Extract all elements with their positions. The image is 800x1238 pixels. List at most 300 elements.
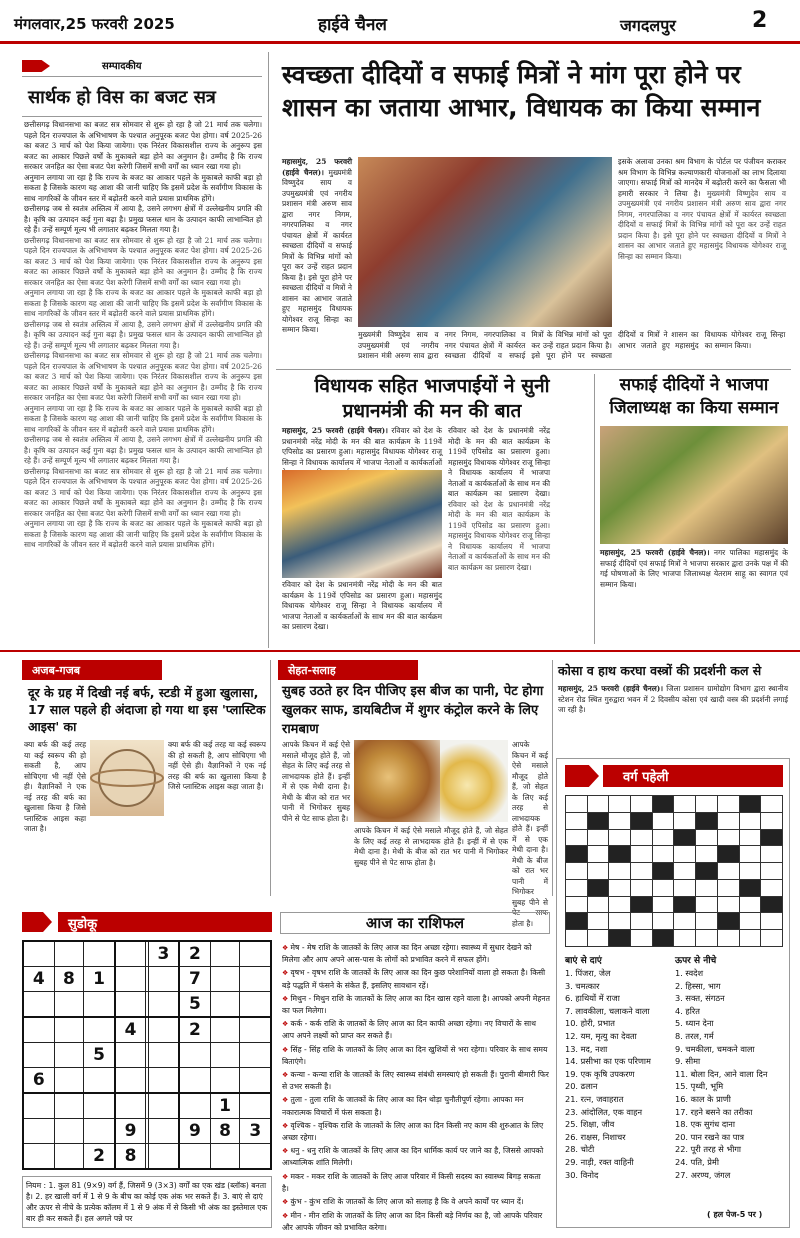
sudoku-cell	[115, 1093, 146, 1119]
sudoku-cell	[23, 941, 54, 967]
vargpaheli-cell	[609, 879, 631, 896]
story2-text: रविवार को देश के प्रधानमंत्री नरेंद्र मोदी के मन की बात कार्यक्रम के 119वें एपिसोड का प्रसारण हुआ। महासमुंद विधायक योगेश्वर राजू सिन्हा ने विधायक कार्यालय में भाजपा नेताओं व कार्यकर्ताओं	[282, 426, 442, 467]
sudoku-cell	[54, 1067, 84, 1093]
sudoku-cell	[23, 1143, 54, 1169]
vargpaheli-cell	[739, 812, 761, 829]
health-drink-image	[440, 740, 508, 822]
sudoku-cell	[210, 1043, 240, 1068]
vargpaheli-cell	[587, 913, 609, 930]
sudoku-cell	[54, 1093, 84, 1119]
health-col3	[512, 740, 548, 928]
lead-col3	[618, 157, 786, 367]
sudoku-cell	[54, 1119, 84, 1144]
vargpaheli-cell	[717, 829, 739, 846]
vargpaheli-clue: 9. सीमा	[675, 1056, 701, 1067]
story3-body	[600, 548, 788, 642]
rashifal-text: तुला - तुला राशि के जातकों के लिए आज का दिन थोड़ा चुनौतीपूर्ण रहेगा। आपका मन नकारात्मक विचारों में फंस सकता है।	[282, 1095, 524, 1117]
sudoku-cell	[179, 1043, 210, 1068]
ajab-col1	[24, 740, 86, 890]
editorial-paragraph: अनुमान लगाया जा रहा है कि राज्य के बजट का आकार पहले के मुकाबले काफी बड़ा हो सकता है जिसके कारण यह आशा की जानी चाहिए कि इसमें प्रदेश के सर्वांगीण विकास के साथ नागरिकों के जीवन स्तर में बढ़ोतरी करने वाले प्रयास प्राथमिक होंगे।	[24, 519, 262, 549]
sudoku-cell: 7	[179, 967, 210, 992]
sudoku-cell	[210, 941, 240, 967]
bullet-star-icon: ❖	[282, 1096, 291, 1105]
ajab-headline: दूर के ग्रह में दिखी नई बर्फ, स्टडी में हुआ खुलासा, 17 साल पहले ही अंदाजा हो गया था इस 'प्लास्टिक आइस' का	[28, 685, 266, 734]
vargpaheli-cell	[717, 812, 739, 829]
sudoku-cell: 3	[240, 1119, 271, 1144]
health-col1	[282, 740, 350, 890]
vargpaheli-cell	[761, 812, 783, 829]
expo-text: जिला प्रशासन ग्रामोद्योग विभाग द्वारा स्थानीय स्टेशन रोड स्थित गुरुद्वारा भवन में 2 दिवसीय कोसा एवं खादी वस्त्र की प्रदर्शनी लगाई जा रही है।	[558, 684, 788, 714]
lead-headline: स्वच्छता दीदियों व सफाई मित्रों ने मांग पूरा होने पर शासन का जताया आभार, विधायक का किया सम्मान	[282, 60, 761, 122]
vargpaheli-cell	[609, 829, 631, 846]
vargpaheli-cell	[739, 829, 761, 846]
bullet-star-icon: ❖	[282, 1121, 291, 1130]
story3-dateline: महासमुंद, 25 फरवरी (हाईवे चैनल)।	[600, 548, 710, 557]
sudoku-cell: 3	[148, 941, 179, 967]
vargpaheli-clue: 9. चमकीला, चमकने वाला	[675, 1043, 755, 1054]
story2-dateline: महासमुंद, 25 फरवरी (हाईवे चैनल)।	[282, 426, 388, 435]
vargpaheli-cell	[652, 896, 674, 913]
vargpaheli-cell	[674, 930, 696, 947]
vargpaheli-cell	[739, 846, 761, 863]
vargpaheli-cell	[652, 930, 674, 947]
vargpaheli-cell	[696, 796, 718, 813]
sudoku-cell	[210, 1017, 240, 1043]
vargpaheli-right-title: ऊपर से नीचे	[675, 956, 717, 966]
sudoku-cell: 4	[23, 967, 54, 992]
vargpaheli-clue: 18. एक सुगंध दाना	[675, 1119, 735, 1130]
vargpaheli-cell	[696, 829, 718, 846]
vargpaheli-clue: 1. पिंजरा, जेल	[565, 968, 611, 978]
sudoku-header	[22, 912, 272, 932]
vargpaheli-cell	[566, 846, 588, 863]
vargpaheli-cell	[566, 796, 588, 813]
vargpaheli-cell	[761, 913, 783, 930]
vargpaheli-cell	[739, 879, 761, 896]
story3-headline: सफाई दीदियों ने भाजपा जिलाध्यक्ष का किया सम्मान	[609, 375, 779, 418]
sudoku-cell	[148, 1143, 179, 1169]
vargpaheli-cell	[609, 846, 631, 863]
vargpaheli-cell	[717, 879, 739, 896]
vargpaheli-clue: 11. बोला दिन, आने वाला दिन	[675, 1068, 768, 1079]
vargpaheli-cell	[587, 829, 609, 846]
sudoku-cell: 2	[179, 1017, 210, 1043]
story2-text-cont: रविवार को देश के प्रधानमंत्री नरेंद्र मोदी के मन की बात कार्यक्रम के 119वें एपिसोड का प्रसारण हुआ। महासमुंद विधायक योगेश्वर राजू सिन्हा ने विधायक कार्यालय में भाजपा नेताओं व कार्यकर्ताओं के साथ मन की बात कार्यक्रम का प्रसारण देखा।	[282, 580, 442, 631]
rashifal-item	[282, 1196, 550, 1208]
vargpaheli-cell	[761, 796, 783, 813]
vargpaheli-clue: 3. सक्त, संगठन	[675, 993, 725, 1004]
editorial-paragraph: छत्तीसगढ़ जब से स्वतंत्र अस्तित्व में आया है, उसने लगभग क्षेत्रों में उल्लेखनीय प्रगति की है। कृषि का उत्पादन कई गुना बढ़ा है। प्रमुख फसल धान के उत्पादन काफी लाभान्वित हो रहे हैं। उन्हें सम्पूर्ण मूल्य भी लगातार बढ़कर मिलता गया है।	[24, 319, 262, 350]
sudoku-cell: 5	[179, 991, 210, 1017]
rashifal-header	[280, 912, 550, 934]
sudoku-cell	[23, 1043, 54, 1068]
vargpaheli-box	[556, 758, 790, 1228]
rashifal-item	[282, 967, 550, 990]
sudoku-cell: 5	[84, 1043, 115, 1068]
sudoku-cell	[54, 1043, 84, 1068]
sudoku-cell	[240, 991, 271, 1017]
bullet-star-icon: ❖	[282, 1071, 291, 1080]
issue-date: मंगलवार,25 फरवरी 2025	[14, 15, 175, 33]
sudoku-cell	[84, 941, 115, 967]
editorial-paragraph: अनुमान लगाया जा रहा है कि राज्य के बजट का आकार पहले के मुकाबले काफी बड़ा हो सकता है जिसके कारण यह आशा की जानी चाहिए कि इसमें प्रदेश के सर्वांगीण विकास के साथ नागरिकों के जीवन स्तर में बढ़ोतरी करने वाले प्रयास प्राथमिक होंगे।	[24, 403, 262, 434]
vargpaheli-cell	[566, 829, 588, 846]
health-text: आपके किचन में कई ऐसे मसाले मौजूद होते हैं, जो सेहत के लिए कई तरह से लाभदायक होते हैं। इन्हीं में से एक मेथी दाना है। मेथी के बीज को रात भर पानी में भिगोकर सुबह पीने से पेट साफ होता है।	[282, 740, 350, 823]
vargpaheli-clue: 12. यम, मृत्यु का देवता	[565, 1030, 637, 1041]
sudoku-cell	[115, 1043, 146, 1068]
vargpaheli-cell	[761, 896, 783, 913]
sudoku-cell	[148, 1017, 179, 1043]
vargpaheli-clue: 13. मद, नशा	[565, 1043, 608, 1054]
vargpaheli-cell	[631, 796, 653, 813]
vargpaheli-cell	[566, 879, 588, 896]
vargpaheli-clue: 28. चोटी	[565, 1144, 595, 1155]
vargpaheli-cell	[631, 930, 653, 947]
vargpaheli-cell	[609, 896, 631, 913]
story3-text: नगर पालिका महासमुंद के सफाई दीदियों एवं सफाई मित्रों ने भाजपा सरकार द्वारा उनके पक्ष में की गई घोषणाओं के लिए भाजपा जिलाध्यक्ष येतराम साहू का स्वागत एवं सम्मान किया।	[600, 548, 788, 589]
vargpaheli-clue: 29. नाड़ी, रक्त वाहिनी	[565, 1156, 634, 1167]
vargpaheli-cell	[696, 896, 718, 913]
rashifal-item	[282, 1171, 550, 1194]
vargpaheli-cell	[674, 913, 696, 930]
rashifal-item	[282, 1044, 550, 1067]
vargpaheli-clue: 5. ध्यान देना	[675, 1018, 714, 1029]
lead-text: मुख्यमंत्री विष्णुदेव साय व उपमुख्यमंत्री एवं नगरीय प्रशासन मंत्री अरुण साव द्वारा नगर निगम, नगरपालिका व नगर पंचायत क्षेत्रों में कार्यरत स्वच्छता दीदियों व सफाई मित्रों के विभिन्न मांगों को पूरा कर उन्हें राहत प्रदान किया है। इसे पूरा होने पर स्वच्छता दीदियों व मित्रों ने शासन का आभार जताते हुए महासमुंद विधायक योगेश्वर राजू सिन्हा का सम्मान किया।	[282, 167, 352, 334]
vargpaheli-cell	[739, 896, 761, 913]
bullet-star-icon: ❖	[282, 994, 291, 1003]
vargpaheli-clue: 3. चमत्कार	[565, 980, 600, 991]
vargpaheli-cell	[631, 812, 653, 829]
vargpaheli-cell	[739, 913, 761, 930]
expo-headline: कोसा व हाथ करघा वस्त्रों की प्रदर्शनी कल से	[558, 663, 762, 678]
vargpaheli-cell	[739, 863, 761, 880]
sudoku-cell	[148, 991, 179, 1017]
vargpaheli-cell	[696, 863, 718, 880]
sudoku-cell	[54, 991, 84, 1017]
health-text-col2: आपके किचन में कई ऐसे मसाले मौजूद होते हैं, जो सेहत के लिए कई तरह से लाभदायक होते हैं। इन्हीं में से एक मेथी दाना है। मेथी के बीज को रात भर पानी में भिगोकर सुबह पीने से पेट साफ होता है।	[354, 826, 508, 867]
vargpaheli-cell	[717, 796, 739, 813]
vargpaheli-cell	[761, 879, 783, 896]
bullet-star-icon: ❖	[282, 969, 291, 978]
vargpaheli-cell	[609, 913, 631, 930]
vargpaheli-cell	[674, 829, 696, 846]
vargpaheli-cell	[566, 930, 588, 947]
bullet-star-icon: ❖	[282, 944, 291, 952]
health-headline: सुबह उठते हर दिन पीजिए इस बीज का पानी, पेट होगा खुलकर साफ, डायबिटीज में शुगर कंट्रोल करने के लिए रामबाण	[282, 684, 544, 737]
health-section-tag: सेहत-सलाह	[278, 660, 418, 680]
vargpaheli-cell	[652, 829, 674, 846]
vargpaheli-cell	[761, 930, 783, 947]
sudoku-cell	[115, 991, 146, 1017]
vargpaheli-clue: 8. तरल, गर्म	[675, 1030, 714, 1041]
editorial-paragraph: छत्तीसगढ़ विधानसभा का बजट सत्र सोमवार से शुरू हो रहा है जो 21 मार्च तक चलेगा। पहले दिन राज्यपाल के अभिभाषण के पश्चात अनुपूरक बजट पेश होगा। वर्ष 2025-26 का बजट 3 मार्च को पेश किया जायेगा। एक निरंतर विकासशील राज्य के अनुरूप इस बजट का आकार पिछले वर्षों के मुकाबले बड़ा होने का अनुमान है। उम्मीद है कि राज्य सरकार जनहित का ऐसा बजट पेश करेगी जिसमें सभी वर्गों का ध्यान रखा गया हो।	[24, 235, 262, 287]
health-text-col3: आपके किचन में कई ऐसे मसाले मौजूद होते हैं, जो सेहत के लिए कई तरह से लाभदायक होते हैं। इन्हीं में से एक मेथी दाना है। मेथी के बीज को रात भर पानी में भिगोकर सुबह पीने से पेट साफ होता है।	[512, 740, 548, 928]
vargpaheli-cell	[587, 846, 609, 863]
vargpaheli-cell	[652, 913, 674, 930]
story2-photo	[282, 470, 442, 578]
vargpaheli-cell	[717, 913, 739, 930]
sudoku-cell	[240, 1017, 271, 1043]
rashifal-text: धनु - धनु राशि के जातकों के लिए आज का दिन धार्मिक कार्य पर जाने का है, जिससे आपको आध्यात्मिक शांति मिलेगी।	[282, 1146, 544, 1168]
sudoku-cell	[148, 1093, 179, 1119]
vargpaheli-cell	[652, 879, 674, 896]
vargpaheli-wedge-icon	[565, 765, 599, 787]
rashifal-item	[282, 1094, 550, 1117]
vargpaheli-grid	[565, 795, 783, 947]
sudoku-cell	[179, 1067, 210, 1093]
rashifal-text: वृषभ - वृषभ राशि के जातकों के लिए आज का दिन कुछ परेशानियों वाला हो सकता है। किसी बड़े पद्धति में फंसने के संकेत हैं, इसलिए सावधान रहें।	[282, 968, 546, 990]
rashifal-item	[282, 1210, 550, 1233]
sudoku-cell: 8	[115, 1143, 146, 1169]
sudoku-cell	[148, 967, 179, 992]
vargpaheli-clue: 16. काल के प्राणी	[675, 1093, 731, 1104]
story2-col2	[448, 426, 550, 636]
sudoku-cell	[240, 1093, 271, 1119]
masthead	[0, 0, 800, 44]
sudoku-cell	[210, 967, 240, 992]
health-col2	[354, 826, 508, 890]
vargpaheli-cell	[717, 863, 739, 880]
story3-photo	[600, 426, 788, 544]
sudoku-cell	[240, 1143, 271, 1169]
sudoku-cell: 2	[84, 1143, 115, 1169]
sudoku-cell	[54, 941, 84, 967]
editorial-body	[24, 120, 262, 650]
vargpaheli-cell	[609, 812, 631, 829]
editorial-paragraph: अनुमान लगाया जा रहा है कि राज्य के बजट का आकार पहले के मुकाबले काफी बड़ा हो सकता है जिसके कारण यह आशा की जानी चाहिए कि इसमें प्रदेश के सर्वांगीण विकास के साथ नागरिकों के जीवन स्तर में बढ़ोतरी करने वाले प्रयास प्राथमिक होंगे।	[24, 288, 262, 318]
story2-text-col2: रविवार को देश के प्रधानमंत्री नरेंद्र मोदी के मन की बात कार्यक्रम के 119वें एपिसोड का प्रसारण हुआ। महासमुंद विधायक योगेश्वर राजू सिन्हा ने विधायक कार्यालय में भाजपा नेताओं व कार्यकर्ताओं के साथ मन की बात कार्यक्रम का प्रसारण देखा।	[448, 426, 550, 498]
sudoku-cell	[179, 1143, 210, 1169]
vargpaheli-cell	[696, 913, 718, 930]
rashifal-text: मिथुन - मिथुन राशि के जातकों के लिए आज का दिन खास रहने वाला है। आपको अपनी मेहनत का फल मिलेगा।	[282, 993, 550, 1016]
sudoku-grid	[22, 940, 272, 1170]
bullet-star-icon: ❖	[282, 1045, 291, 1054]
vargpaheli-left-clues	[565, 967, 673, 1181]
rashifal-item	[282, 1120, 550, 1143]
sudoku-cell	[179, 1093, 210, 1119]
ajab-planet-image	[90, 740, 164, 816]
sudoku-wedge-icon	[22, 912, 52, 932]
vargpaheli-cell	[696, 812, 718, 829]
vargpaheli-cell	[652, 812, 674, 829]
rashifal-text: वृश्चिक - वृश्चिक राशि के जातकों के लिए आज का दिन किसी नए काम की शुरुआत के लिए अच्छा रहेगा।	[282, 1120, 544, 1143]
vargpaheli-clue: 27. अरण्य, जंगल	[675, 1169, 731, 1180]
vargpaheli-cell	[631, 863, 653, 880]
bullet-star-icon: ❖	[282, 1147, 291, 1156]
ajab-section-tag: अजब-गजब	[22, 660, 162, 680]
vargpaheli-cell	[739, 796, 761, 813]
vargpaheli-clue: 17. रहने बसने का तरीका	[675, 1106, 753, 1117]
vargpaheli-cell	[631, 846, 653, 863]
sudoku-cell	[115, 967, 146, 992]
vargpaheli-cell	[761, 829, 783, 846]
ajab-text-col2: क्या बर्फ की कई तरह या कई स्वरूप की हो सकती है, आप सोचिएगा भी नहीं ऐसे ही। वैज्ञानिकों ने एक नई तरह की बर्फ का खुलासा किया है जिसे प्लास्टिक आइस कहा जाता है।	[168, 740, 266, 791]
lead-text-more: मुख्यमंत्री विष्णुदेव साय व उपमुख्यमंत्री एवं नगरीय प्रशासन मंत्री अरुण साव द्वारा नगर निगम, नगरपालिका व नगर पंचायत क्षेत्रों में कार्यरत स्वच्छता दीदियों व सफाई मित्रों के विभिन्न मांगों को पूरा कर उन्हें राहत प्रदान किया है। इसे पूरा होने पर स्वच्छता दीदियों व मित्रों ने शासन का आभार जताते हुए महासमुंद विधायक योगेश्वर राजू सिन्हा का सम्मान किया।	[618, 188, 786, 261]
editorial-paragraph: छत्तीसगढ़ विधानसभा का बजट सत्र सोमवार से शुरू हो रहा है जो 21 मार्च तक चलेगा। पहले दिन राज्यपाल के अभिभाषण के पश्चात अनुपूरक बजट पेश होगा। वर्ष 2025-26 का बजट 3 मार्च को पेश किया जायेगा। एक निरंतर विकासशील राज्य के अनुरूप इस बजट का आकार पिछले वर्षों के मुकाबले बड़ा होने का अनुमान है। उम्मीद है कि राज्य सरकार जनहित का ऐसा बजट पेश करेगी जिसमें सभी वर्गों का ध्यान रखा गया हो।	[24, 466, 262, 518]
vargpaheli-cell	[696, 930, 718, 947]
sudoku-rules: नियम : 1. कुल 81 (9×9) वर्ग हैं, जिसमें 9 (3×3) वर्गों का एक खंड (ब्लॉक) बनता है। 2. हर खाली वर्ग में 1 से 9 के बीच का कोई एक अंक भर सकते हैं। 3. बाएं से दाएं और ऊपर से नीचे के प्रत्येक कॉलम में 1 से 9 अंक में से किसी भी अंक का इस्तेमाल एक बार ही कर सकते हैं। हल अगले पन्ने पर	[22, 1176, 272, 1228]
vargpaheli-clue: 25. शिक्षा, जीव	[565, 1119, 615, 1130]
vargpaheli-cell	[587, 863, 609, 880]
story2-intro	[282, 426, 442, 468]
ajab-text: क्या बर्फ की कई तरह या कई स्वरूप की हो सकती है, आप सोचिएगा भी नहीं ऐसे ही। वैज्ञानिकों ने एक नई तरह की बर्फ का खुलासा किया है जिसे प्लास्टिक आइस कहा जाता है।	[24, 740, 86, 833]
editorial-label: सम्पादकीय	[102, 61, 142, 72]
vargpaheli-cell	[609, 930, 631, 947]
vargpaheli-cell	[566, 863, 588, 880]
bullet-star-icon: ❖	[282, 1172, 291, 1181]
vargpaheli-cell	[631, 913, 653, 930]
vargpaheli-clue: 15. पृथ्वी, भूमि	[675, 1081, 724, 1092]
sudoku-cell	[240, 1067, 271, 1093]
sudoku-cell	[148, 1043, 179, 1068]
vargpaheli-cell	[587, 796, 609, 813]
sudoku-cell	[148, 1119, 179, 1144]
rashifal-item	[282, 1145, 550, 1168]
sudoku-cell	[54, 1143, 84, 1169]
sudoku-cell: 6	[23, 1067, 54, 1093]
bullet-star-icon: ❖	[282, 1212, 291, 1221]
editorial-paragraph: छत्तीसगढ़ विधानसभा का बजट सत्र सोमवार से शुरू हो रहा है जो 21 मार्च तक चलेगा। पहले दिन राज्यपाल के अभिभाषण के पश्चात अनुपूरक बजट पेश होगा। वर्ष 2025-26 का बजट 3 मार्च को पेश किया जायेगा। एक निरंतर विकासशील राज्य के अनुरूप इस बजट का आकार पिछले वर्षों के मुकाबले बड़ा होने का अनुमान है। उम्मीद है कि राज्य सरकार जनहित का ऐसा बजट पेश करेगी जिसमें सभी वर्गों का ध्यान रखा गया हो।	[24, 120, 262, 171]
sudoku-cell	[240, 967, 271, 992]
vargpaheli-cell	[761, 846, 783, 863]
expo-dateline: महासमुंद, 25 फरवरी (हाईवे चैनल)।	[558, 684, 664, 693]
rashifal-item	[282, 942, 550, 965]
vargpaheli-clue: 30. विनोद	[565, 1169, 599, 1180]
vargpaheli-cell	[587, 879, 609, 896]
vargpaheli-cell	[674, 812, 696, 829]
sudoku-cell	[23, 1017, 54, 1043]
sudoku-cell	[84, 1093, 115, 1119]
vargpaheli-cell	[652, 846, 674, 863]
vargpaheli-cell	[696, 846, 718, 863]
lead-col1	[282, 157, 352, 337]
vargpaheli-clue: 6. हाथियों में राजा	[565, 993, 620, 1004]
vargpaheli-cell	[674, 863, 696, 880]
vargpaheli-cell	[587, 812, 609, 829]
editorial-paragraph: छत्तीसगढ़ जब से स्वतंत्र अस्तित्व में आया है, उसने लगभग क्षेत्रों में उल्लेखनीय प्रगति की है। कृषि का उत्पादन कई गुना बढ़ा है। प्रमुख फसल धान के उत्पादन काफी लाभान्वित हो रहे हैं। उन्हें सम्पूर्ण मूल्य भी लगातार बढ़कर मिलता गया है।	[24, 435, 262, 465]
vargpaheli-cell	[696, 879, 718, 896]
vargpaheli-cell	[761, 863, 783, 880]
rashifal-list	[282, 942, 550, 1233]
sudoku-cell	[115, 1067, 146, 1093]
bullet-star-icon: ❖	[282, 1198, 291, 1207]
ajab-col2	[168, 740, 266, 890]
sudoku-cell	[54, 1017, 84, 1043]
vargpaheli-clue: 26. राक्षस, निशाचर	[565, 1131, 626, 1142]
vargpaheli-right-clues	[675, 967, 787, 1181]
vargpaheli-clue: 10. होरी, प्रभात	[565, 1018, 615, 1029]
sudoku-cell: 2	[179, 941, 210, 967]
editorial-headline: सार्थक हो विस का बजट सत्र	[28, 87, 216, 108]
vargpaheli-clue: 19. एक कृषि उपकरण	[565, 1068, 635, 1079]
rashifal-text: कुंभ - कुंभ राशि के जातकों के लिए आज को सलाह है कि वे अपने कार्यों पर ध्यान दें।	[290, 1197, 524, 1207]
sudoku-cell	[240, 941, 271, 967]
vargpaheli-cell	[609, 863, 631, 880]
editorial-paragraph: छत्तीसगढ़ विधानसभा का बजट सत्र सोमवार से शुरू हो रहा है जो 21 मार्च तक चलेगा। पहले दिन राज्यपाल के अभिभाषण के पश्चात अनुपूरक बजट पेश होगा। वर्ष 2025-26 का बजट 3 मार्च को पेश किया जायेगा। एक निरंतर विकासशील राज्य के अनुरूप इस बजट का आकार पिछले वर्षों के मुकाबले बड़ा होने का अनुमान है। उम्मीद है कि राज्य सरकार जनहित का ऐसा बजट पेश करेगी जिसमें सभी वर्गों का ध्यान रखा गया हो।	[24, 351, 262, 402]
rashifal-title: आज का राशिफल	[365, 914, 465, 932]
vargpaheli-cell	[674, 896, 696, 913]
section-wedge-icon	[22, 60, 50, 72]
sudoku-cell	[84, 1119, 115, 1144]
vargpaheli-cell	[674, 796, 696, 813]
vargpaheli-cell	[739, 930, 761, 947]
vargpaheli-clue: 24. पति, प्रेमी	[675, 1156, 719, 1167]
vargpaheli-cell	[566, 812, 588, 829]
rashifal-text: कर्क - कर्क राशि के जातकों के लिए आज का दिन काफी अच्छा रहेगा। नए विचारों के साथ आप अपने लक्ष्यों को प्राप्त कर सकते हैं।	[282, 1019, 536, 1041]
vargpaheli-cell	[587, 930, 609, 947]
sudoku-cell	[148, 1067, 179, 1093]
vargpaheli-left-title: बाएं से दाएं	[565, 956, 602, 966]
vargpaheli-cell	[566, 896, 588, 913]
sudoku-cell: 8	[54, 967, 84, 992]
rashifal-text: मीन - मीन राशि के जातकों के लिए आज का दिन किसी बड़े निर्णय का है, जो आपके परिवार और आपके जीवन को प्रभावित करेगा।	[282, 1211, 543, 1233]
sudoku-cell: 8	[210, 1119, 240, 1144]
vargpaheli-cell	[631, 829, 653, 846]
sudoku-cell	[23, 991, 54, 1017]
vargpaheli-clue: 23. आंदोलित, एक वाहन	[565, 1106, 642, 1117]
lead-text-col3: इसके अलावा उनका श्रम विभाग के पोर्टल पर पंजीयन कराकर श्रम विभाग के विभिन्न कल्याणकारी योजनाओं का लाभ दिलाया जाएगा। सफाई मित्रों को मानदेय में बढ़ोतरी करने का फैसला भी हमारी सरकार ने लिया है।	[618, 157, 786, 198]
editorial-paragraph: छत्तीसगढ़ जब से स्वतंत्र अस्तित्व में आया है, उसने लगभग क्षेत्रों में उल्लेखनीय प्रगति की है। कृषि का उत्पादन कई गुना बढ़ा है। प्रमुख फसल धान के उत्पादन काफी लाभान्वित हो रहे हैं। उन्हें सम्पूर्ण मूल्य भी लगातार बढ़कर मिलता गया है।	[24, 204, 262, 234]
vargpaheli-cell	[717, 846, 739, 863]
sudoku-cell	[210, 1143, 240, 1169]
edition-place: जगदलपुर	[620, 16, 676, 35]
vargpaheli-cell	[566, 913, 588, 930]
sudoku-cell	[23, 1093, 54, 1119]
vargpaheli-clue: 20. पान रखने का पात्र	[675, 1131, 745, 1142]
vargpaheli-footer: ( हल पेज-5 पर )	[707, 1210, 763, 1219]
vargpaheli-cell	[674, 846, 696, 863]
vargpaheli-cell	[631, 896, 653, 913]
vargpaheli-clue: 21. रत्न, जवाहरात	[565, 1093, 624, 1104]
lead-photo	[358, 157, 612, 327]
vargpaheli-cell	[587, 896, 609, 913]
story2-text-b	[282, 580, 442, 636]
editorial-section	[22, 58, 262, 74]
rashifal-item	[282, 993, 550, 1016]
vargpaheli-cell	[652, 796, 674, 813]
sudoku-cell	[23, 1119, 54, 1144]
lead-col2	[358, 330, 786, 364]
vargpaheli-title: वर्ग पहेली	[623, 770, 669, 785]
vargpaheli-cell	[631, 879, 653, 896]
vargpaheli-cell	[609, 796, 631, 813]
vargpaheli-clue: 7. लावकीला, चलाकने वाला	[565, 1005, 650, 1016]
vargpaheli-cell	[717, 930, 739, 947]
rashifal-item	[282, 1018, 550, 1041]
sudoku-cell: 4	[115, 1017, 146, 1043]
rashifal-item	[282, 1069, 550, 1092]
sudoku-cell: 9	[179, 1119, 210, 1144]
sudoku-cell	[84, 991, 115, 1017]
paper-name: हाईवे चैनल	[318, 15, 387, 35]
sudoku-cell	[84, 1017, 115, 1043]
sudoku-cell	[240, 1043, 271, 1068]
editorial-paragraph: अनुमान लगाया जा रहा है कि राज्य के बजट का आकार पहले के मुकाबले काफी बड़ा हो सकता है जिसके कारण यह आशा की जानी चाहिए कि इसमें प्रदेश के सर्वांगीण विकास के साथ नागरिकों के जीवन स्तर में बढ़ोतरी करने वाले प्रयास प्राथमिक होंगे।	[24, 172, 262, 203]
sudoku-cell	[84, 1067, 115, 1093]
lead-text-cont: मुख्यमंत्री विष्णुदेव साय व उपमुख्यमंत्री एवं नगरीय प्रशासन मंत्री अरुण साव द्वारा नगर निगम, नगरपालिका व नगर पंचायत क्षेत्रों में कार्यरत स्वच्छता दीदियों व सफाई मित्रों के विभिन्न मांगों को पूरा कर उन्हें राहत प्रदान किया है। इसे पूरा होने पर स्वच्छता दीदियों व मित्रों ने शासन का आभार जताते हुए महासमुंद विधायक योगेश्वर राजू सिन्हा का सम्मान किया।	[358, 330, 786, 360]
health-seeds-image	[354, 740, 440, 822]
vargpaheli-clue: 14. प्रसीभा का एक परिणाम	[565, 1056, 651, 1067]
expo-body	[558, 684, 788, 744]
sudoku-cell	[115, 941, 146, 967]
bullet-star-icon: ❖	[282, 1020, 291, 1029]
sudoku-cell: 9	[115, 1119, 146, 1144]
vargpaheli-clue: 20. ढलान	[565, 1081, 598, 1092]
vargpaheli-cell	[652, 863, 674, 880]
sudoku-cell: 1	[84, 967, 115, 992]
story2-headline: विधायक सहित भाजपाईयों ने सुनी प्रधानमंत्री की मन की बात	[314, 375, 550, 422]
story2-text-col2b: रविवार को देश के प्रधानमंत्री नरेंद्र मोदी के मन की बात कार्यक्रम के 119वें एपिसोड का प्रसारण हुआ। महासमुंद विधायक योगेश्वर राजू सिन्हा ने विधायक कार्यालय में भाजपा नेताओं व कार्यकर्ताओं के साथ मन की बात कार्यक्रम का प्रसारण देखा।	[448, 499, 550, 572]
